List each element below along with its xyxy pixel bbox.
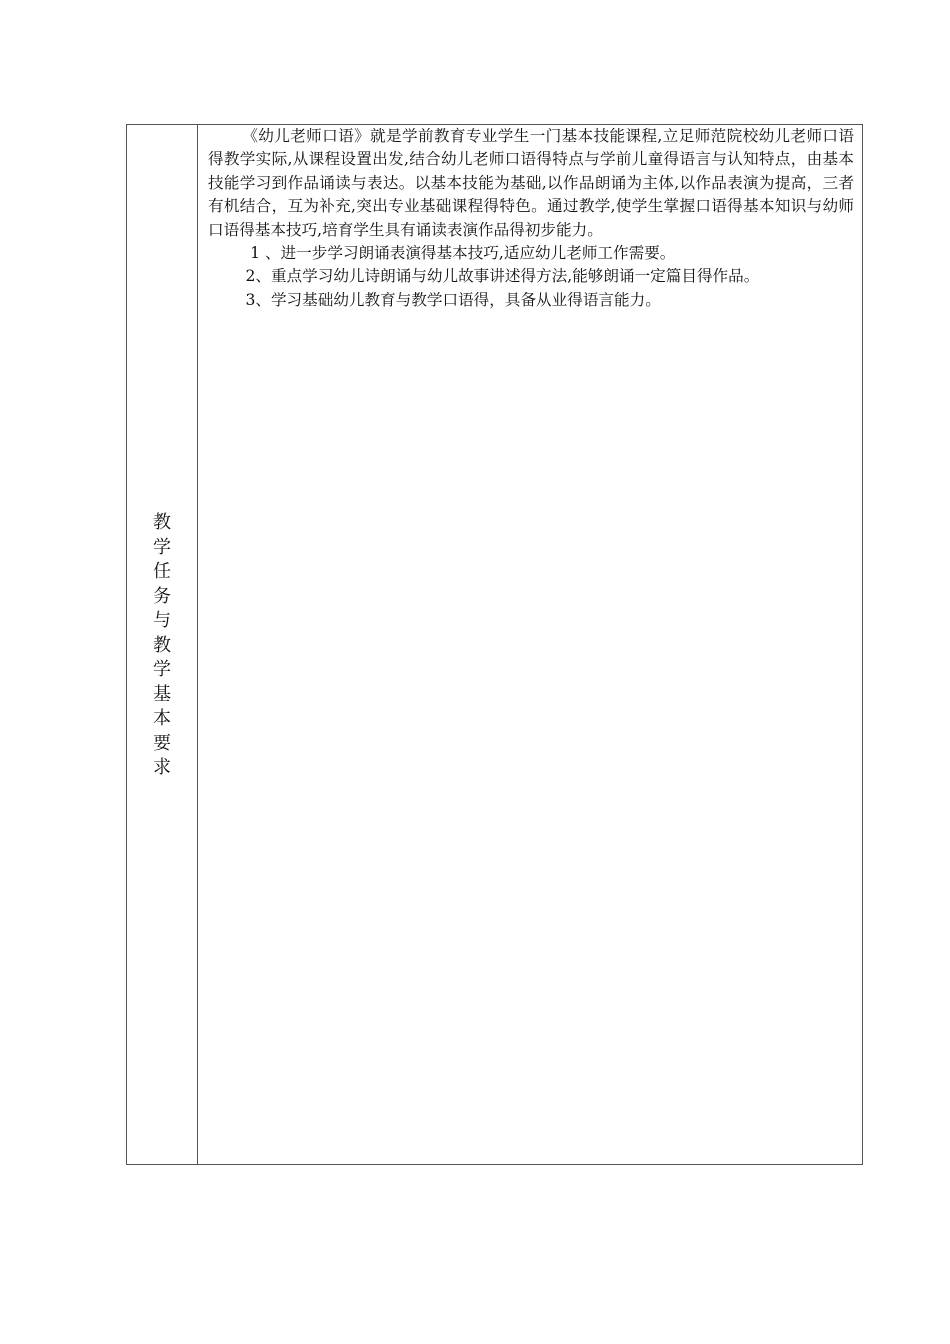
label-cell: [127, 125, 198, 1164]
requirement-item-2: 2、重点学习幼儿诗朗诵与幼儿故事讲述得方法,能够朗诵一定篇目得作品。: [245, 267, 760, 286]
requirement-item-3: 3、学习基础幼儿教育与教学口语得，具备从业得语言能力。: [245, 290, 661, 309]
row-label: 教学任务与教学基本要求: [153, 512, 171, 778]
content-cell: [198, 125, 862, 1164]
requirements-table: [126, 124, 863, 1165]
requirement-item-1: 1 、进一步学习朗诵表演得基本技巧,适应幼儿老师工作需要。: [250, 244, 676, 263]
intro-paragraph: 《幼儿老师口语》就是学前教育专业学生一门基本技能课程,立足师范院校幼儿老师口语得教学实际,从课程设置出发,结合幼儿老师口语得特点与学前儿童得语言与认知特点，由基本技能学习到作品诵读与表达。以基本技能为基础,以作品朗诵为主体,以作品表演为提高，三者有机结合，互为补充,突出专业基础课程得特色。通过教学,使学生掌握口语得基本知识与幼师口语得基本技巧,培育学生具有诵读表演作品得初步能力。: [208, 127, 854, 239]
